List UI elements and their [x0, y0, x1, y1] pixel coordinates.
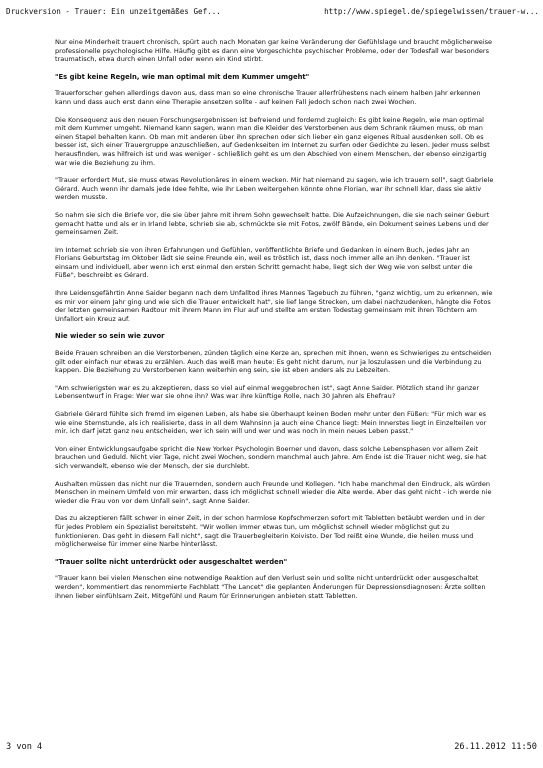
section-heading: "Trauer sollte nicht unterdrückt oder ausgeschaltet werden" [55, 557, 288, 566]
paragraph: Ihre Leidensgefährtin Anne Saider begann nach dem Unfalltod ihres Mannes Tagebuch zu führen, "ganz wichtig, um zu erkennen, wie es mir vor einem Jahr ging und wie sich die Trauer entwickelt hat", sie lief lange Strecken, um dabei nachzudenken, hängte die Fotos der letzten gemeinsamen Radtour mit ihrem Mann im Flur auf und stellte am ersten Todestag gemeinsam mit ihren Töchtern am Unfallort ein Kreuz auf. [55, 289, 493, 323]
paragraph: So nahm sie sich die Briefe vor, die sie über Jahre mit ihrem Sohn gewechselt hatte. Die Aufzeichnungen, die sie nach seiner Geburt gemacht hatte und als er in Irland lebte, schrieb sie ab, schmückte sie mit Fotos, zwölf Bände, ein Dokument seines Lebens und der gemeinsamen Zeit. [55, 210, 490, 237]
paragraph: "Trauer kann bei vielen Menschen eine notwendige Reaktion auf den Verlust sein und sollte nicht unterdrückt oder ausgeschaltet werden", kommentiert das renommierte Fachblatt "The Lancet" die geplanten Änderungen für Depressionsdiagnosen: Ärzte sollten ihnen lieber einfühlsam Zeit, Mitgefühl und Raum für Erinnerungen anbieten statt Tabletten. [55, 574, 486, 600]
paragraph: "Trauer erfordert Mut, sie muss etwas Revolutionäres in einem wecken. Mir hat niemand zu sagen, wie ich trauern soll", sagt Gabriele Gérard. Auch wenn ihr damals jede Idee fehlte, wie ihr Leben weitergehen könnte ohne Florian, war ihr schnell klar, dass sie aktiv werden musste. [55, 176, 494, 202]
print-header-title: Druckversion - Trauer: Ein unzeitgemäßes Gef... [6, 7, 221, 16]
paragraph: Von einer Entwicklungsaufgabe spricht die New Yorker Psychologin Boerner und davon, dass solche Lebensphasen vor allem Zeit brauchen und Geduld. Nicht vier Tage, nicht zwei Wochen, sondern manchmal auch Jahre. Am Ende ist die Trauer nicht weg, sie hat sich verwandelt, ebenso wie der Mensch, der sie durchlebt. [55, 444, 487, 470]
paragraph: Aushalten müssen das nicht nur die Trauernden, sondern auch Freunde und Kollegen. "Ich habe manchmal den Eindruck, als würden Menschen in meinem Umfeld von mir erwarten, dass ich möglichst schnell wieder die Alte werde. Aber das geht nicht - ich werde nie wieder die Frau von vor dem Unfall sein", sagt Anne Saider. [55, 479, 492, 505]
paragraph: "Am schwierigsten war es zu akzeptieren, dass so viel auf einmal weggebrochen ist", sagt Anne Saider. Plötzlich stand ihr ganzer Lebensentwurf in Frage: Wer war sie ohne ihn? Was war ihre künftige Rolle, nach 30 Jahren als Ehefrau? [55, 383, 480, 401]
paragraph: Trauerforscher gehen allerdings davon aus, dass man so eine chronische Trauer allerfrühestens nach einem halben Jahr erkennen kann und dass auch erst dann eine Therapie ansetzen sollte - auf keinen Fall jedoch schon nach zwei Wochen. [55, 89, 481, 106]
print-footer [6, 742, 537, 754]
section-heading: Nie wieder so sein wie zuvor [55, 332, 165, 341]
paragraph: Die Konsequenz aus den neuen Forschungsergebnissen ist befreiend und fordernd zugleich: Es gibt keine Regeln, wie man optimal mit dem Kummer umgeht. Niemand kann sagen, wann man die Kleider des Verstorbenen aus dem Schrank räumen muss, ob man einen Stapel behalten kann. Ob man mit anderen über ihn sprechen oder sich lieber ein ganz eigenes Ritual ausdenken soll. Ob es besser ist, sich einer Trauergruppe anzuschließen, auf Gedenkseiten im Internet zu surfen oder Gedichte zu lesen. Jeder muss selbst herausfinden, was hilfreich ist und was weniger - schließlich geht es um den Abschied von einem Menschen, der ebenso einzigartig war wie die Beziehung zu ihm. [55, 115, 490, 167]
section-heading: "Es gibt keine Regeln, wie man optimal mit dem Kummer umgeht" [55, 72, 310, 81]
paragraph: Das zu akzeptieren fällt schwer in einer Zeit, in der schon harmlose Kopfschmerzen sofort mit Tabletten betäubt werden und in der für jedes Problem ein Spezialist bereitsteht. "Wir wollen immer etwas tun, um möglichst schnell wieder möglichst gut zu funktionieren. Das geht in diesem Fall nicht", sagt die Trauerbegleiterin Koivisto. Der Tod reißt eine Wunde, die heilen muss und möglicherweise für immer eine Narbe hinterlässt. [55, 514, 485, 549]
print-datetime: 26.11.2012 11:50 [454, 742, 537, 752]
article-body [55, 38, 495, 609]
paragraph: Nur eine Minderheit trauert chronisch, spürt auch nach Monaten gar keine Veränderung der Gefühlslage und braucht möglicherweise professionelle psychologische Hilfe. Häufig gibt es dann eine Vorgeschichte psychischer Probleme, oder der Todesfall war besonders traumatisch, etwa durch einen Unfall oder wenn ein Kind stirbt. [55, 38, 493, 64]
print-header-url: http://www.spiegel.de/spiegelwissen/trauer-w... [324, 7, 539, 16]
print-header [6, 7, 539, 19]
paragraph: Beide Frauen schreiben an die Verstorbenen, zünden täglich eine Kerze an, sprechen mit ihnen, wenn es Schwieriges zu entscheiden gilt oder einfach nur etwas zu erzählen. Auch das weiß man heute: Es geht nicht darum, nur ja loszulassen und die Verbindung zu kappen. Die Beziehung zu Verstorbenen kann weiterhin eng sein, sie ist eben anders als zu Lebzeiten. [55, 349, 492, 375]
page-number: 3 von 4 [6, 742, 43, 752]
paragraph: Gabriele Gérard fühlte sich fremd im eigenen Leben, als habe sie überhaupt keinen Boden mehr unter den Füßen: "Für mich war es wie eine Sternstunde, als ich realisierte, dass in all dem Wahnsinn ja auch eine Chance liegt: Mein Innerstes liegt in Einzelteilen vor mir, ich darf jetzt ganz neu entscheiden, wer ich sein will und wer und was noch in mein neues Leben passt." [55, 410, 487, 436]
paragraph: Im Internet schrieb sie von ihren Erfahrungen und Gefühlen, veröffentlichte Briefe und Gedanken in einem Buch, jedes Jahr an Florians Geburtstag im Oktober lädt sie seine Freunde ein, weil es tröstlich ist, dass noch immer alle an ihn denken. "Trauer ist einsam und individuell, aber wenn ich erst einmal den ersten Schritt gemacht habe, liegt sich der Weg wie von selbst unter die Füße", beschreibt es Gérard. [55, 245, 473, 280]
